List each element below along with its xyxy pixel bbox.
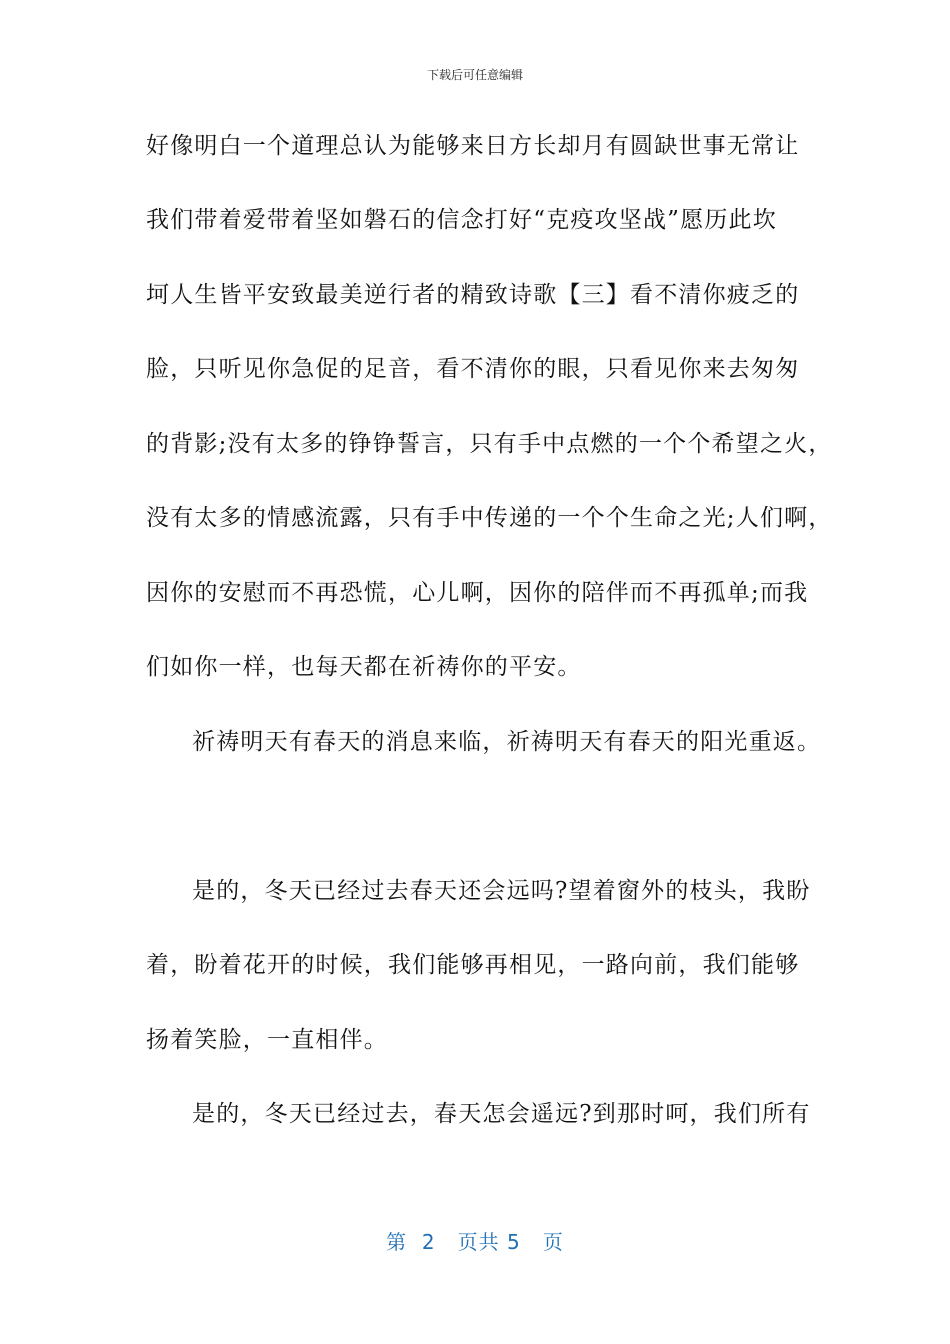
page-header: 下载后可任意编辑 — [426, 68, 523, 82]
body-line-12: 扬着笑脸，一直相伴。 — [146, 1027, 388, 1053]
page-number-footer: 第 2 页共 5 页 — [386, 1230, 564, 1254]
body-line-7: 因你的安慰而不再恐慌，心儿啊，因你的陪伴而不再孤单;而我 — [146, 580, 809, 606]
body-line-3: 坷人生皆平安致最美逆行者的精致诗歌【三】看不清你疲乏的 — [146, 282, 800, 308]
body-line-8: 们如你一样，也每天都在祈祷你的平安。 — [146, 654, 582, 680]
body-line-6: 没有太多的情感流露，只有手中传递的一个个生命之光;人们啊， — [146, 505, 833, 531]
body-line-10: 是的，冬天已经过去春天还会远吗?望着窗外的枝头，我盼 — [192, 878, 811, 904]
body-line-1: 好像明白一个道理总认为能够来日方长却月有圆缺世事无常让 — [146, 133, 800, 159]
body-line-5: 的背影;没有太多的铮铮誓言，只有手中点燃的一个个希望之火， — [146, 431, 833, 457]
body-line-13: 是的，冬天已经过去，春天怎会遥远?到那时呵，我们所有 — [192, 1101, 811, 1127]
body-line-2: 我们带着爱带着坚如磐石的信念打好“克疫攻坚战”愿历此坎 — [146, 207, 777, 233]
body-line-4: 脸，只听见你急促的足音，看不清你的眼，只看见你来去匆匆 — [146, 356, 800, 382]
body-paragraph-prayer: 祈祷明天有春天的消息来临，祈祷明天有春天的阳光重返。 — [192, 729, 822, 755]
body-line-11: 着，盼着花开的时候，我们能够再相见，一路向前，我们能够 — [146, 952, 800, 978]
